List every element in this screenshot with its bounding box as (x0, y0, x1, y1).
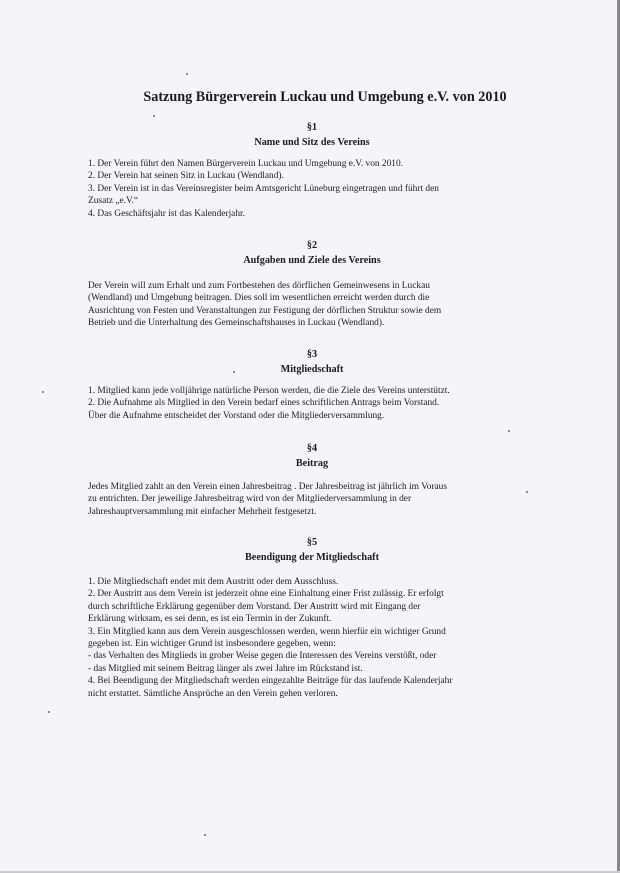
scan-speck (153, 115, 155, 117)
text-line: 2. Der Austritt aus dem Verein ist jederzeit ohne eine Einhaltung einer Frist zulässig. Er erfolgt (88, 589, 444, 600)
section-number: §1 (306, 122, 318, 133)
text-line: 4. Bei Beendigung der Mitgliedschaft werden eingezahlte Beiträge für das laufende Kalenderjahr (88, 676, 453, 687)
text-line: (Wendland) und Umgebung beitragen. Dies soll im wesentlichen erreicht werden durch die (88, 293, 430, 304)
section-heading: Beitrag (295, 458, 329, 469)
section-4-body (88, 481, 548, 518)
section-heading: Beendigung der Mitgliedschaft (245, 552, 379, 563)
text-line: Zusatz „e.V.“ (88, 196, 139, 207)
text-line: 1. Mitglied kann jede volljährige natürliche Person werden, die die Ziele des Vereins unterstützt. (88, 386, 450, 396)
text-line: Jahreshauptversammlung mit einfacher Mehrheit festgesetzt. (88, 506, 317, 517)
text-line: zu entrichten. Der jeweilige Jahresbeitrag wird von der Mitgliederversammlung in der (88, 494, 412, 505)
text-line: 2. Die Aufnahme als Mitglied in den Verein bedarf eines schriftlichen Antrags beim Vorstand. (88, 398, 440, 409)
section-heading: Mitgliedschaft (280, 364, 344, 375)
section-3-header (0, 347, 620, 377)
scan-speck (186, 73, 188, 75)
text-line: nicht erstattet. Sämtliche Ansprüche an den Verein gehen verloren. (88, 688, 338, 699)
text-line: - das Mitglied mit seinem Beitrag länger als zwei Jahre im Rückstand ist. (88, 663, 363, 674)
text-line: 1. Der Verein führt den Namen Bürgerverein Luckau und Umgebung e.V. von 2010. (88, 159, 404, 169)
section-1-header (0, 120, 620, 150)
section-1-body (88, 158, 548, 220)
section-heading: Name und Sitz des Vereins (254, 137, 370, 148)
section-5-header (0, 535, 620, 565)
text-line: Der Verein will zum Erhalt und zum Fortbestehen des dörflichen Gemeinwesens in Luckau (88, 281, 430, 291)
text-line: Betrieb und die Unterhaltung des Gemeinschaftshauses in Luckau (Wendland). (88, 318, 385, 329)
text-line: Über die Aufnahme entscheidet der Vorstand oder die Mitgliederversammlung. (88, 410, 385, 421)
scan-speck (508, 430, 510, 432)
section-2-body (88, 280, 548, 330)
section-5-body (88, 576, 548, 700)
section-number: §3 (306, 349, 318, 360)
scan-speck (204, 834, 206, 836)
section-number: §2 (306, 240, 318, 251)
text-line: Ausrichtung von Festen und Veranstaltungen zur Festigung der dörflichen Struktur sowie dem (88, 305, 442, 316)
text-line: 3. Der Verein ist in das Vereinsregister beim Amtsgericht Lüneburg eingetragen und führt den (88, 183, 439, 194)
text-line: Jedes Mitglied zahlt an den Verein einen Jahresbeitrag . Der Jahresbeitrag ist jährlich im Voraus (88, 482, 448, 492)
section-3-body (88, 385, 548, 422)
text-line: 1. Die Mitgliedschaft endet mit dem Austritt oder dem Ausschluss. (88, 577, 339, 587)
section-heading: Aufgaben und Ziele des Vereins (243, 255, 381, 266)
text-line: durch schriftliche Erklärung gegenüber dem Vorstand. Der Austritt wird mit Eingang der (88, 601, 421, 612)
text-line: Erklärung wirksam, es sei denn, es ist ein Termin in der Zukunft. (88, 614, 332, 625)
text-line: 4. Das Geschäftsjahr ist das Kalenderjahr. (88, 208, 245, 219)
text-line: gegeben ist. Ein wichtiger Grund ist insbesondere gegeben, wenn: (88, 639, 336, 650)
section-number: §5 (306, 537, 318, 548)
section-4-header (0, 441, 620, 471)
section-number: §4 (306, 443, 318, 454)
section-2-header (0, 238, 620, 268)
scan-speck (48, 711, 50, 713)
text-line: 3. Ein Mitglied kann aus dem Verein ausgeschlossen werden, wenn hierfür ein wichtiger Grund (88, 626, 446, 637)
text-line: - das Verhalten des Mitglieds in grober Weise gegen die Interessen des Vereins verstößt, oder (88, 651, 437, 662)
document-title: Satzung Bürgerverein Luckau und Umgebung e.V. von 2010 (143, 89, 507, 105)
text-line: 2. Der Verein hat seinen Sitz in Luckau (Wendland). (88, 171, 284, 182)
scan-speck (42, 391, 44, 393)
